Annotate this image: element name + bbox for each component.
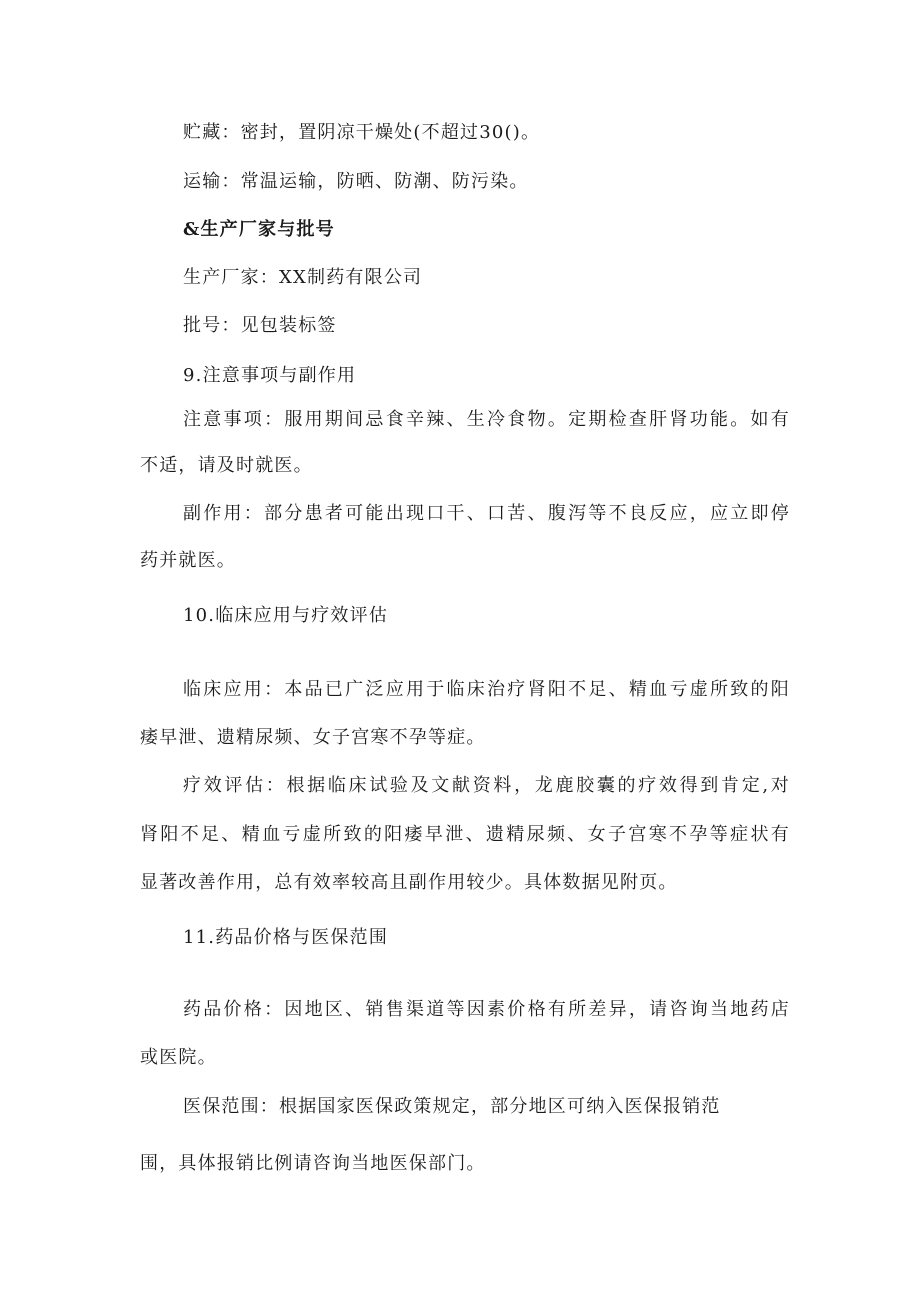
- storage-line: 贮藏：密封，置阴凉干燥处(不超过30()。: [183, 122, 541, 143]
- efficacy-evaluation-line-3: 显著改善作用，总有效率较高且副作用较少。具体数据见附页。: [140, 872, 678, 893]
- transport-line: 运输：常温运输，防晒、防潮、防污染。: [183, 171, 529, 192]
- clinical-application-line-2: 痿早泄、遗精尿频、女子宫寒不孕等症。: [140, 727, 486, 748]
- clinical-heading: 10.临床应用与疗效评估: [183, 605, 389, 626]
- clinical-application-line-1: 临床应用：本品已广泛应用于临床治疗肾阳不足、精血亏虚所致的阳: [183, 679, 790, 700]
- precautions-heading: 9.注意事项与副作用: [183, 365, 357, 386]
- batch-line: 批号：见包装标签: [183, 315, 337, 336]
- insurance-scope-line-2: 围，具体报销比例请咨询当地医保部门。: [140, 1153, 486, 1174]
- manufacturer-heading: &生产厂家与批号: [183, 219, 335, 240]
- side-effects-text-line-2: 药并就医。: [140, 550, 236, 571]
- precautions-text-line-2: 不适，请及时就医。: [140, 455, 313, 476]
- insurance-scope-line-1: 医保范围：根据国家医保政策规定，部分地区可纳入医保报销范: [183, 1096, 721, 1117]
- side-effects-text-line-1: 副作用：部分患者可能出现口干、口苦、腹泻等不良反应，应立即停: [183, 503, 790, 524]
- efficacy-evaluation-line-1: 疗效评估：根据临床试验及文献资料，龙鹿胶囊的疗效得到肯定,对: [183, 775, 790, 796]
- drug-price-line-2: 或医院。: [140, 1047, 217, 1068]
- manufacturer-line: 生产厂家：XX制药有限公司: [183, 267, 423, 288]
- price-heading: 11.药品价格与医保范围: [183, 927, 389, 948]
- drug-price-line-1: 药品价格：因地区、销售渠道等因素价格有所差异，请咨询当地药店: [183, 999, 790, 1020]
- precautions-text-line-1: 注意事项：服用期间忌食辛辣、生冷食物。定期检查肝肾功能。如有: [183, 409, 790, 430]
- efficacy-evaluation-line-2: 肾阳不足、精血亏虚所致的阳痿早泄、遗精尿频、女子宫寒不孕等症状有: [140, 824, 790, 845]
